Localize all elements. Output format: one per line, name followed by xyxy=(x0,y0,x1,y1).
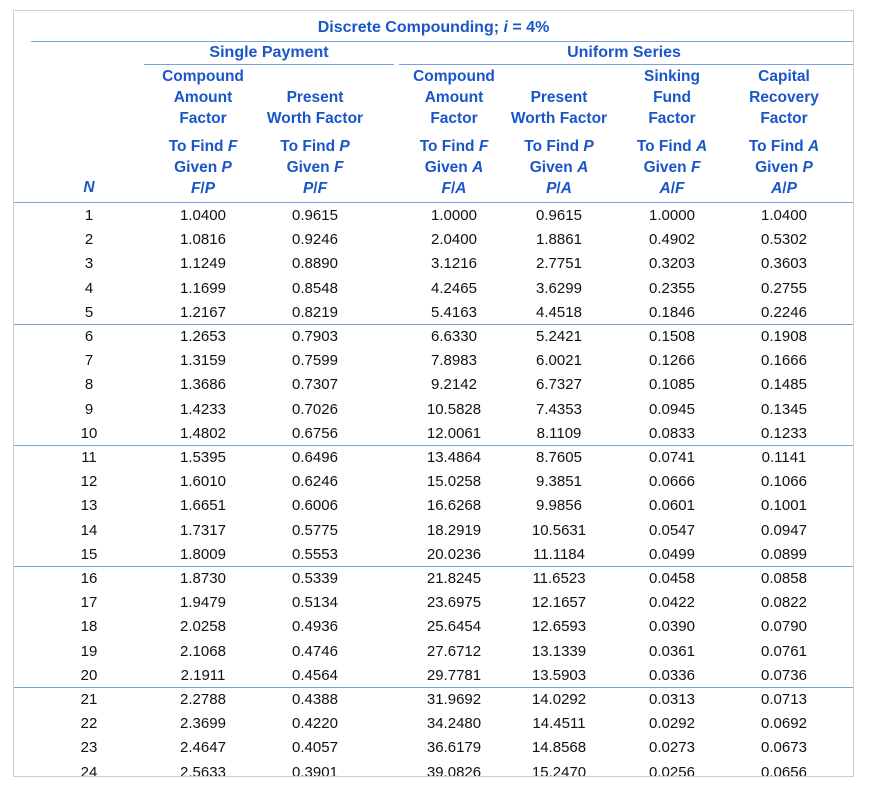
factor-value-cell: 5.4163 xyxy=(431,303,477,321)
factor-value-cell: 0.0945 xyxy=(649,400,695,418)
factor-name-line: Compound xyxy=(162,68,244,85)
factor-name-line: Compound xyxy=(413,68,495,85)
factor-value-cell: 13.4864 xyxy=(426,449,482,466)
group-single-payment: Single Payment xyxy=(209,44,329,61)
factor-value-cell: 0.0499 xyxy=(649,545,695,563)
factor-value-cell: 0.0336 xyxy=(649,666,695,684)
table-row xyxy=(14,761,853,777)
factor-value-cell: 1.7317 xyxy=(180,521,226,539)
factor-value-cell: 0.0601 xyxy=(649,497,695,515)
factor-value-cell: 0.6756 xyxy=(292,424,338,442)
factor-value-cell: 0.6006 xyxy=(292,497,338,515)
factor-value-cell: 8.1109 xyxy=(536,424,582,442)
factor-value-cell: 0.4746 xyxy=(292,642,338,660)
factor-value-cell: 10.5631 xyxy=(531,521,587,539)
table-row xyxy=(14,228,853,252)
period-n-cell: 20 xyxy=(80,666,98,684)
factor-name-line: Amount xyxy=(424,89,484,106)
factor-value-cell: 0.1085 xyxy=(649,376,695,394)
factor-value-cell: 9.2142 xyxy=(431,376,477,394)
factor-value-cell: 0.4902 xyxy=(649,231,695,249)
factor-value-cell: 0.0761 xyxy=(761,642,807,660)
factor-value-cell: 0.0256 xyxy=(649,763,695,777)
factor-value-cell: 1.1699 xyxy=(180,279,226,297)
factor-value-cell: 1.2653 xyxy=(180,328,226,345)
factor-value-cell: 0.3203 xyxy=(649,255,695,273)
factor-value-cell: 0.2755 xyxy=(761,279,807,297)
factor-value-cell: 0.1485 xyxy=(761,376,807,394)
find-given-line: To Find F xyxy=(419,138,489,155)
find-given-line: To Find A xyxy=(748,138,820,155)
factor-value-cell: 1.0000 xyxy=(431,207,477,224)
period-n-cell: 13 xyxy=(80,497,98,515)
factor-value-cell: 0.0458 xyxy=(649,570,695,587)
factor-value-cell: 0.0313 xyxy=(649,691,695,708)
factor-value-cell: 13.5903 xyxy=(531,666,587,684)
factor-value-cell: 1.8730 xyxy=(180,570,226,587)
factor-value-cell: 1.3159 xyxy=(180,352,226,370)
factor-value-cell: 0.8890 xyxy=(292,255,338,273)
factor-value-cell: 14.0292 xyxy=(531,691,587,708)
factor-value-cell: 9.9856 xyxy=(536,497,582,515)
factor-value-cell: 1.9479 xyxy=(180,594,226,612)
factor-value-cell: 1.0000 xyxy=(649,207,695,224)
factor-value-cell: 23.6975 xyxy=(426,594,482,612)
table-row xyxy=(14,712,853,736)
factor-value-cell: 1.6010 xyxy=(180,473,226,491)
factor-value-cell: 2.0400 xyxy=(431,231,477,249)
factor-value-cell: 0.4564 xyxy=(292,666,338,684)
factor-value-cell: 34.2480 xyxy=(426,715,482,733)
factor-value-cell: 0.0656 xyxy=(761,763,807,777)
factor-value-cell: 0.0273 xyxy=(649,739,695,757)
factor-value-cell: 27.6712 xyxy=(426,642,482,660)
period-n-cell: 21 xyxy=(80,691,98,708)
factor-value-cell: 1.0400 xyxy=(761,207,807,224)
factor-value-cell: 0.5339 xyxy=(292,570,338,587)
column-header-a-f xyxy=(607,11,737,201)
period-n-cell: 8 xyxy=(84,376,94,394)
factor-value-cell: 0.4936 xyxy=(292,618,338,636)
factor-value-cell: 15.0258 xyxy=(426,473,482,491)
factor-value-cell: 14.8568 xyxy=(531,739,587,757)
factor-value-cell: 18.2919 xyxy=(426,521,482,539)
n-header: N xyxy=(83,179,95,196)
period-n-cell: 3 xyxy=(84,255,94,273)
find-given-line: To Find F xyxy=(168,138,238,155)
period-n-cell: 12 xyxy=(80,473,98,491)
period-n-cell: 15 xyxy=(80,545,98,563)
group-uniform-series: Uniform Series xyxy=(567,44,681,61)
header-rule xyxy=(14,202,853,203)
table-row xyxy=(14,591,853,615)
period-n-cell: 18 xyxy=(80,618,98,636)
table-row xyxy=(14,373,853,397)
factor-name-line: Worth Factor xyxy=(266,110,364,127)
factor-notation: F/A xyxy=(441,180,467,197)
factor-value-cell: 0.3603 xyxy=(761,255,807,273)
factor-value-cell: 31.9692 xyxy=(426,691,482,708)
column-header-p-a xyxy=(494,11,624,201)
find-given-line: To Find P xyxy=(280,138,350,155)
find-given-line: To Find A xyxy=(636,138,708,155)
factor-value-cell: 0.0790 xyxy=(761,618,807,636)
table-row xyxy=(14,422,853,446)
find-given-line: Given A xyxy=(424,159,484,176)
factor-value-cell: 0.5775 xyxy=(292,521,338,539)
factor-value-cell: 6.7327 xyxy=(536,376,582,394)
factor-value-cell: 0.1846 xyxy=(649,303,695,321)
factor-value-cell: 0.5553 xyxy=(292,545,338,563)
factor-value-cell: 0.0422 xyxy=(649,594,695,612)
factor-value-cell: 0.7026 xyxy=(292,400,338,418)
factor-value-cell: 0.0390 xyxy=(649,618,695,636)
factor-value-cell: 0.7903 xyxy=(292,328,338,345)
factor-name-line: Factor xyxy=(430,110,478,127)
factor-value-cell: 0.8548 xyxy=(292,279,338,297)
factor-value-cell: 13.1339 xyxy=(531,642,587,660)
period-n-cell: 16 xyxy=(80,570,98,587)
table-row xyxy=(14,204,853,228)
period-n-cell: 2 xyxy=(84,231,94,249)
factor-value-cell: 2.0258 xyxy=(180,618,226,636)
factor-value-cell: 3.1216 xyxy=(431,255,477,273)
factor-name-line: Factor xyxy=(760,110,808,127)
factor-value-cell: 8.7605 xyxy=(536,449,582,466)
factor-value-cell: 0.1345 xyxy=(761,400,807,418)
factor-value-cell: 0.0673 xyxy=(761,739,807,757)
factor-notation: P/F xyxy=(302,180,328,197)
period-n-cell: 24 xyxy=(80,763,98,777)
factor-value-cell: 0.0947 xyxy=(761,521,807,539)
period-n-cell: 19 xyxy=(80,642,98,660)
factor-value-cell: 10.5828 xyxy=(426,400,482,418)
factor-value-cell: 0.4220 xyxy=(292,715,338,733)
factor-value-cell: 0.0692 xyxy=(761,715,807,733)
table-row xyxy=(14,325,853,349)
factor-value-cell: 0.5302 xyxy=(761,231,807,249)
factor-value-cell: 2.3699 xyxy=(180,715,226,733)
factor-value-cell: 0.0858 xyxy=(761,570,807,587)
factor-value-cell: 0.1066 xyxy=(761,473,807,491)
period-n-cell: 1 xyxy=(84,207,94,224)
period-n-cell: 7 xyxy=(84,352,94,370)
table-row xyxy=(14,640,853,664)
factor-value-cell: 1.0400 xyxy=(180,207,226,224)
factor-name-line: Sinking xyxy=(644,68,700,85)
factor-notation: P/A xyxy=(546,180,572,197)
table-row xyxy=(14,470,853,494)
factor-value-cell: 0.6246 xyxy=(292,473,338,491)
table-row xyxy=(14,543,853,567)
factor-value-cell: 2.2788 xyxy=(180,691,226,708)
period-n-cell: 17 xyxy=(80,594,98,612)
factor-value-cell: 0.9615 xyxy=(536,207,582,224)
factor-value-cell: 0.1141 xyxy=(761,449,807,466)
period-n-cell: 6 xyxy=(84,328,94,345)
period-n-cell: 23 xyxy=(80,739,98,757)
interest-factor-table xyxy=(13,10,854,777)
factor-value-cell: 0.4388 xyxy=(292,691,338,708)
factor-value-cell: 6.0021 xyxy=(536,352,582,370)
table-row xyxy=(14,615,853,639)
factor-value-cell: 2.1911 xyxy=(180,666,226,684)
factor-value-cell: 7.8983 xyxy=(431,352,477,370)
table-row xyxy=(14,301,853,325)
find-given-line: Given F xyxy=(643,159,701,176)
table-row xyxy=(14,446,853,470)
factor-value-cell: 2.4647 xyxy=(180,739,226,757)
period-n-cell: 22 xyxy=(80,715,98,733)
table-row xyxy=(14,277,853,301)
factor-value-cell: 0.0741 xyxy=(649,449,695,466)
factor-value-cell: 0.0736 xyxy=(761,666,807,684)
factor-value-cell: 29.7781 xyxy=(426,666,482,684)
factor-value-cell: 0.0547 xyxy=(649,521,695,539)
factor-value-cell: 0.0666 xyxy=(649,473,695,491)
factor-value-cell: 1.5395 xyxy=(180,449,226,466)
period-n-cell: 9 xyxy=(84,400,94,418)
factor-name-line: Worth Factor xyxy=(510,110,608,127)
factor-name-line: Factor xyxy=(648,110,696,127)
table-row xyxy=(14,736,853,760)
factor-value-cell: 7.4353 xyxy=(536,400,582,418)
factor-value-cell: 0.1001 xyxy=(761,497,807,515)
factor-value-cell: 0.2355 xyxy=(649,279,695,297)
period-n-cell: 10 xyxy=(80,424,98,442)
factor-value-cell: 0.7599 xyxy=(292,352,338,370)
column-header-a-p xyxy=(719,11,849,201)
factor-value-cell: 12.0061 xyxy=(426,424,482,442)
factor-notation: F/P xyxy=(190,180,216,197)
table-row xyxy=(14,688,853,712)
factor-value-cell: 2.1068 xyxy=(180,642,226,660)
factor-value-cell: 0.0292 xyxy=(649,715,695,733)
find-given-line: Given P xyxy=(755,159,813,176)
factor-value-cell: 9.3851 xyxy=(536,473,582,491)
find-given-line: Given P xyxy=(174,159,232,176)
table-row xyxy=(14,494,853,518)
factor-value-cell: 11.6523 xyxy=(532,570,586,587)
factor-value-cell: 1.0816 xyxy=(180,231,226,249)
factor-value-cell: 25.6454 xyxy=(426,618,482,636)
factor-value-cell: 1.1249 xyxy=(180,255,226,273)
period-n-cell: 11 xyxy=(81,449,97,466)
factor-value-cell: 0.1908 xyxy=(761,328,807,345)
factor-value-cell: 0.4057 xyxy=(292,739,338,757)
period-n-cell: 4 xyxy=(84,279,94,297)
factor-name-line: Present xyxy=(530,89,588,106)
factor-notation: A/P xyxy=(771,180,797,197)
factor-value-cell: 1.2167 xyxy=(180,303,226,321)
factor-value-cell: 0.8219 xyxy=(292,303,338,321)
factor-value-cell: 0.0713 xyxy=(761,691,807,708)
factor-value-cell: 12.6593 xyxy=(531,618,587,636)
table-title: Discrete Compounding; i = 4% xyxy=(317,19,550,36)
find-given-line: Given F xyxy=(286,159,344,176)
factor-value-cell: 11.1184 xyxy=(533,545,585,563)
factor-value-cell: 0.1266 xyxy=(649,352,695,370)
factor-value-cell: 0.1666 xyxy=(761,352,807,370)
factor-value-cell: 0.6496 xyxy=(292,449,338,466)
factor-value-cell: 21.8245 xyxy=(426,570,482,587)
factor-value-cell: 0.9615 xyxy=(292,207,338,224)
factor-value-cell: 1.8009 xyxy=(180,545,226,563)
factor-name-line: Recovery xyxy=(749,89,819,106)
factor-value-cell: 14.4511 xyxy=(532,715,586,733)
factor-value-cell: 0.1233 xyxy=(761,424,807,442)
factor-value-cell: 1.4802 xyxy=(180,424,226,442)
factor-value-cell: 4.4518 xyxy=(536,303,582,321)
factor-value-cell: 4.2465 xyxy=(431,279,477,297)
factor-name-line: Factor xyxy=(179,110,227,127)
table-row xyxy=(14,252,853,276)
factor-value-cell: 1.3686 xyxy=(180,376,226,394)
factor-value-cell: 16.6268 xyxy=(426,497,482,515)
factor-value-cell: 0.0822 xyxy=(761,594,807,612)
table-row xyxy=(14,567,853,591)
factor-name-line: Capital xyxy=(758,68,810,85)
period-n-cell: 5 xyxy=(84,303,94,321)
table-row xyxy=(14,664,853,688)
table-row xyxy=(14,398,853,422)
factor-value-cell: 1.6651 xyxy=(180,497,226,515)
period-n-cell: 14 xyxy=(80,521,98,539)
factor-name-line: Present xyxy=(286,89,344,106)
factor-value-cell: 0.9246 xyxy=(292,231,338,249)
factor-value-cell: 3.6299 xyxy=(536,279,582,297)
factor-value-cell: 20.0236 xyxy=(426,545,482,563)
find-given-line: Given A xyxy=(529,159,589,176)
find-given-line: To Find P xyxy=(524,138,594,155)
factor-value-cell: 39.0826 xyxy=(426,763,482,777)
factor-value-cell: 2.5633 xyxy=(180,763,226,777)
factor-value-cell: 0.0361 xyxy=(649,642,695,660)
factor-value-cell: 5.2421 xyxy=(536,328,582,345)
factor-notation: A/F xyxy=(659,180,685,197)
factor-value-cell: 0.7307 xyxy=(292,376,338,394)
factor-value-cell: 1.8861 xyxy=(536,231,582,249)
factor-name-line: Amount xyxy=(173,89,233,106)
factor-value-cell: 0.0833 xyxy=(649,424,695,442)
factor-value-cell: 36.6179 xyxy=(426,739,482,757)
column-header-p-f xyxy=(250,11,380,201)
factor-value-cell: 0.1508 xyxy=(649,328,695,345)
factor-value-cell: 0.5134 xyxy=(292,594,338,612)
column-header-f-p xyxy=(138,11,268,201)
factor-name-line: Fund xyxy=(653,89,691,106)
factor-value-cell: 6.6330 xyxy=(431,328,477,345)
factor-value-cell: 0.0899 xyxy=(761,545,807,563)
factor-value-cell: 2.7751 xyxy=(536,255,582,273)
table-row xyxy=(14,519,853,543)
factor-value-cell: 15.2470 xyxy=(531,763,587,777)
factor-value-cell: 0.3901 xyxy=(292,763,338,777)
factor-value-cell: 12.1657 xyxy=(531,594,587,612)
table-row xyxy=(14,349,853,373)
factor-value-cell: 1.4233 xyxy=(180,400,226,418)
factor-value-cell: 0.2246 xyxy=(761,303,807,321)
